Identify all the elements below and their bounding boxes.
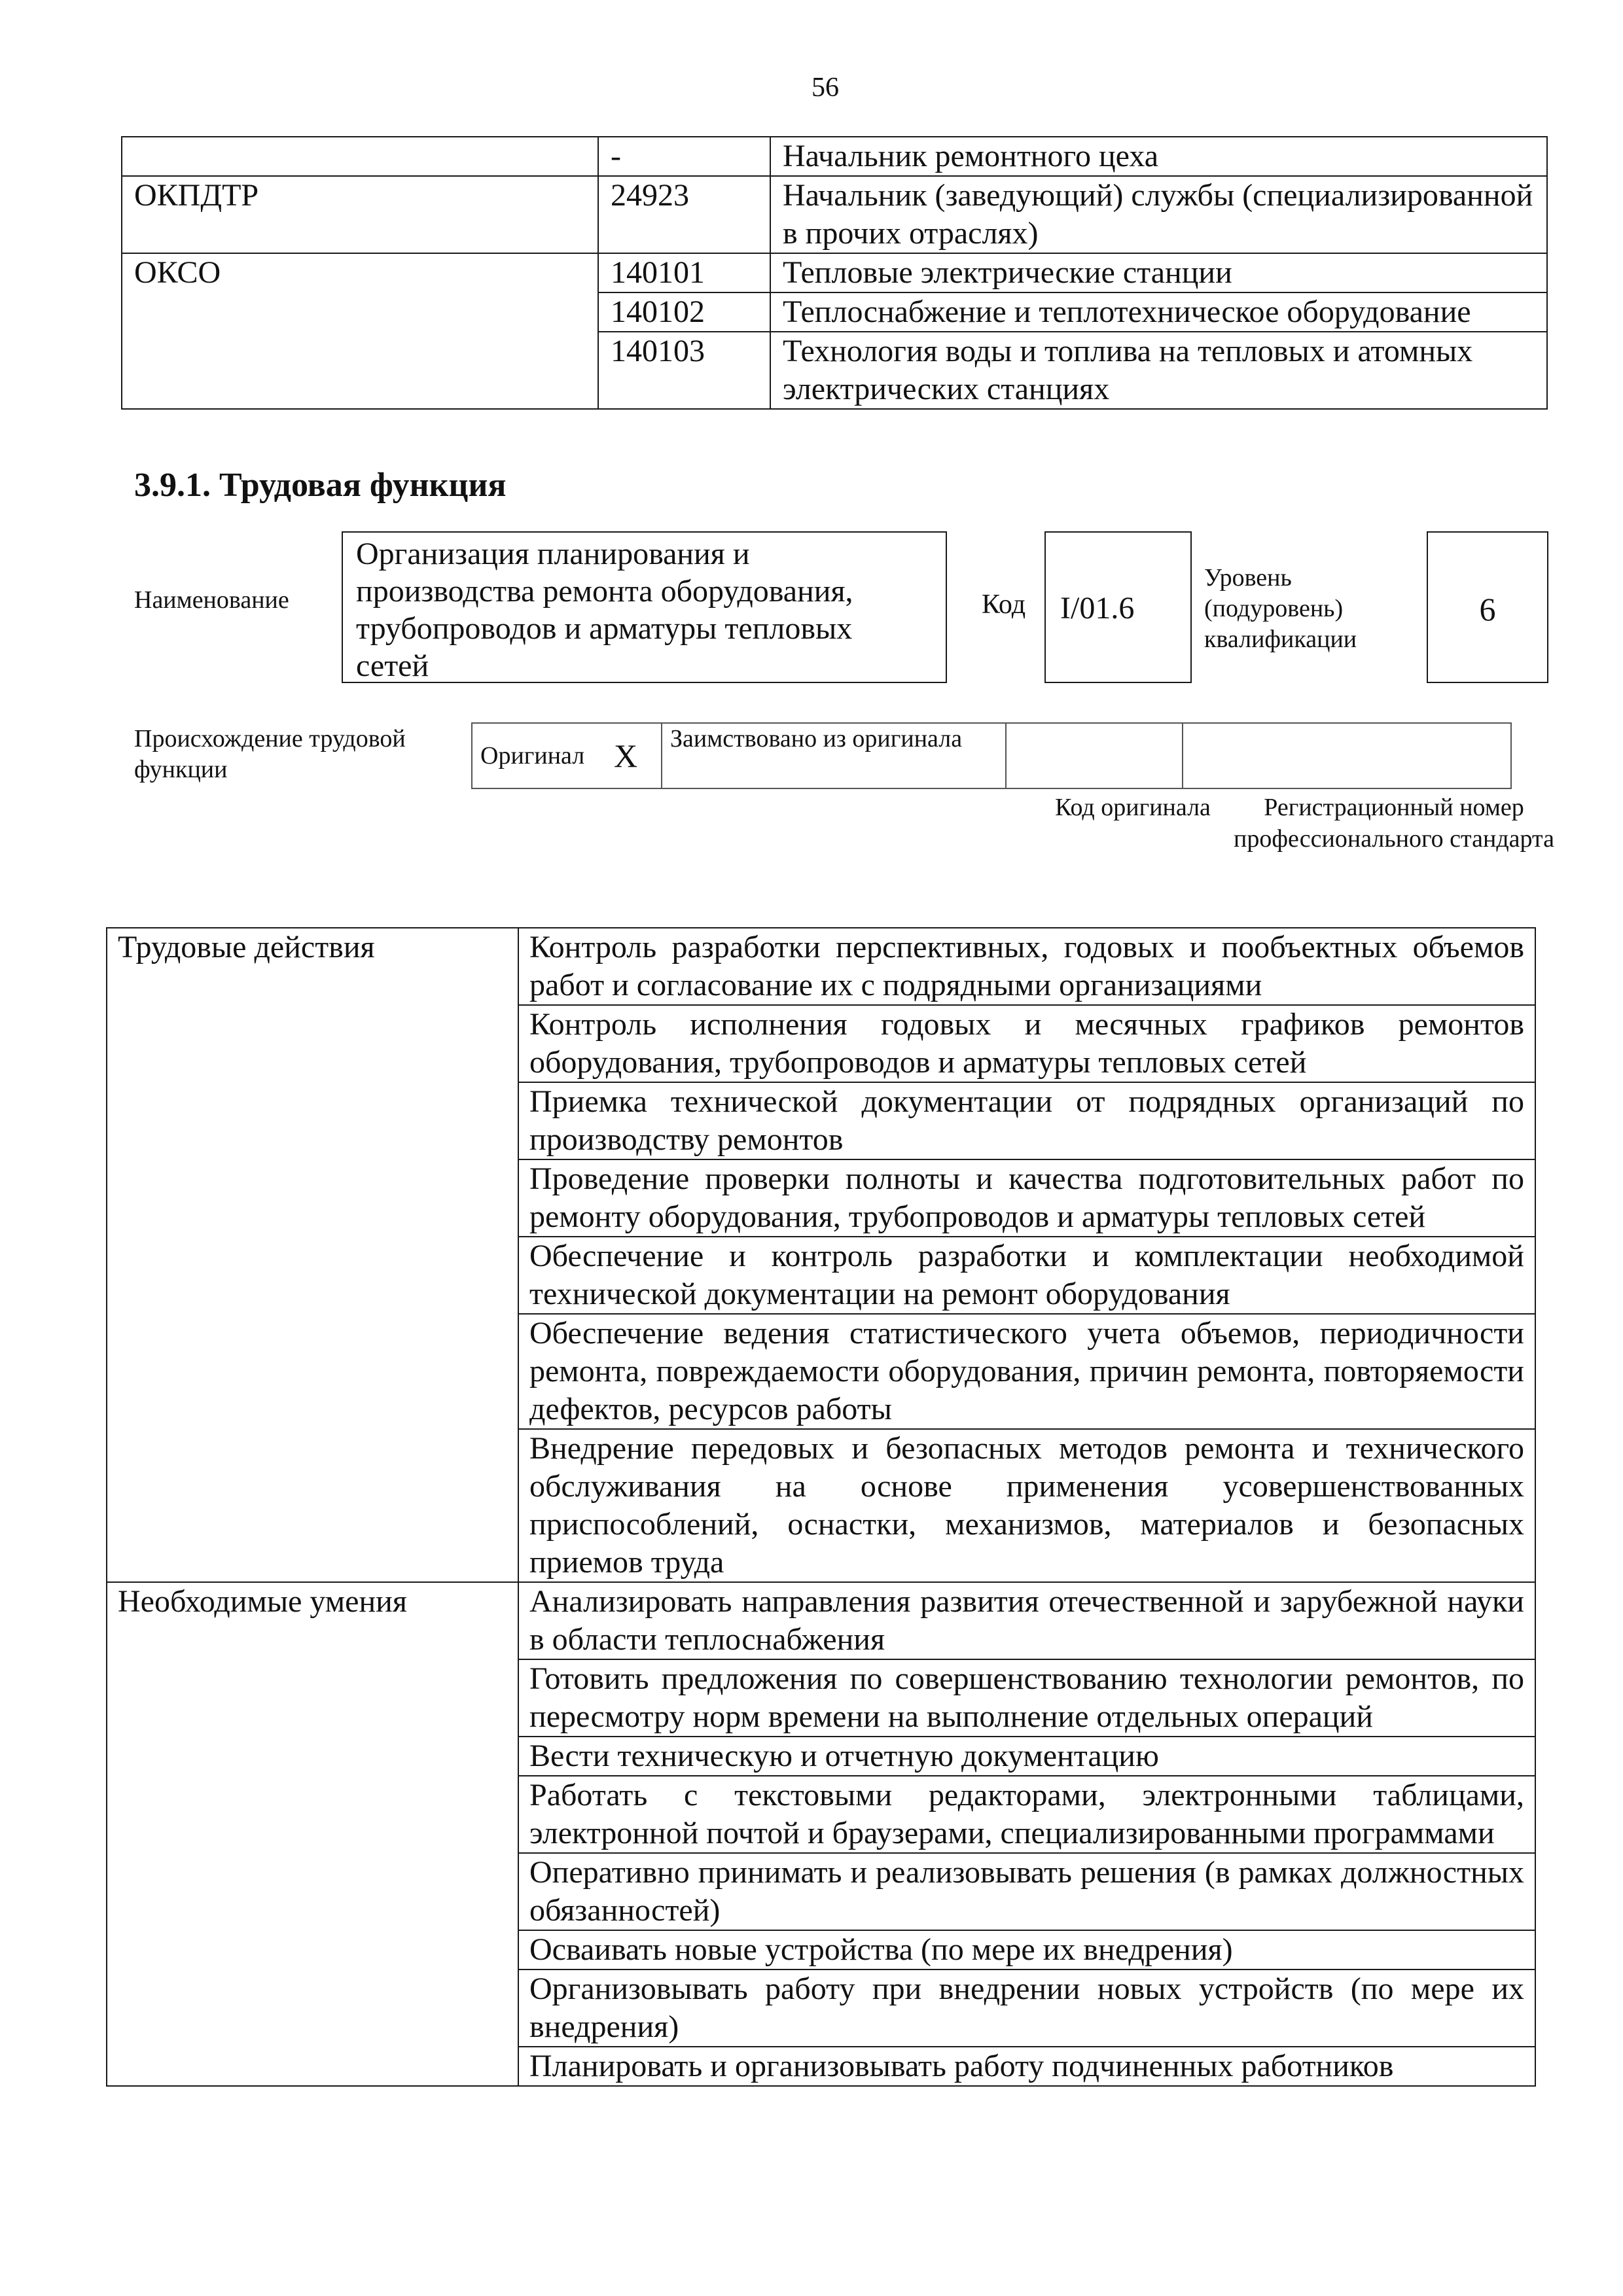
- reg-number-cell: [1183, 723, 1511, 788]
- function-name-box: Организация планирования и производства ремонта оборудования, трубопроводов и арматуры тепловых сетей: [342, 531, 947, 683]
- table-row: [472, 723, 1511, 788]
- function-code-box: I/01.6: [1044, 531, 1192, 683]
- table-row: [122, 137, 1547, 176]
- table-row: [122, 253, 1547, 292]
- labor-actions-label: Трудовые действия: [107, 928, 518, 1582]
- origin-table: [471, 722, 1512, 789]
- required-skill: Анализировать направления развития отечественной и зарубежной науки в области теплоснабжения: [518, 1582, 1535, 1659]
- classification-code: -: [598, 137, 770, 176]
- labor-action: Внедрение передовых и безопасных методов ремонта и технического обслуживания на основе применения усовершенствованных приспособлений, оснастки, механизмов, материалов и безопасных приемов труда: [518, 1429, 1535, 1582]
- table-row: [122, 332, 1547, 409]
- labor-action: Проведение проверки полноты и качества подготовительных работ по ремонту оборудования, трубопроводов и арматуры тепловых сетей: [518, 1159, 1535, 1237]
- qualification-level-label: Уровень (подуровень) квалификации: [1204, 564, 1357, 653]
- qualification-level-box: 6: [1427, 531, 1548, 683]
- classification-name: [122, 137, 598, 176]
- required-skill: Готовить предложения по совершенствованию технологии ремонтов, по пересмотру норм времени на выполнение отдельных операций: [518, 1659, 1535, 1737]
- section-heading: 3.9.1. Трудовая функция: [134, 467, 507, 504]
- table-row: [122, 292, 1547, 332]
- classification-title: Теплоснабжение и теплотехническое оборудование: [770, 292, 1547, 332]
- borrowed-label: Заимствовано из оригинала: [662, 723, 1006, 788]
- classification-code: 140103: [598, 332, 770, 409]
- original-code-cell: [1006, 723, 1183, 788]
- classification-title: Тепловые электрические станции: [770, 253, 1547, 292]
- classification-code: 140102: [598, 292, 770, 332]
- original-mark: X: [606, 723, 662, 788]
- table-row: [122, 176, 1547, 253]
- required-skill: Осваивать новые устройства (по мере их внедрения): [518, 1930, 1535, 1969]
- classification-code: 24923: [598, 176, 770, 253]
- classification-title: Начальник (заведующий) службы (специализированной в прочих отраслях): [770, 176, 1547, 253]
- reg-number-label: Регистрационный номер профессионального стандарта: [1234, 794, 1554, 853]
- labor-action: Контроль исполнения годовых и месячных графиков ремонтов оборудования, трубопроводов и арматуры тепловых сетей: [518, 1005, 1535, 1082]
- required-skill: Оперативно принимать и реализовывать решения (в рамках должностных обязанностей): [518, 1853, 1535, 1930]
- labor-functions-table: [106, 927, 1536, 2087]
- origin-label: Происхождение трудовой функции: [134, 725, 406, 783]
- required-skill: Вести техническую и отчетную документацию: [518, 1737, 1535, 1776]
- required-skill: Организовывать работу при внедрении новых устройств (по мере их внедрения): [518, 1969, 1535, 2047]
- required-skill: Планировать и организовывать работу подчиненных работников: [518, 2047, 1535, 2086]
- required-skills-label: Необходимые умения: [107, 1582, 518, 2086]
- labor-action: Контроль разработки перспективных, годовых и пообъектных объемов работ и согласование их с подрядными организациями: [518, 928, 1535, 1005]
- classification-name: ОКСО: [122, 253, 598, 292]
- required-skill: Работать с текстовыми редакторами, электронными таблицами, электронной почтой и браузерами, специализированными программами: [518, 1776, 1535, 1853]
- labor-action: Обеспечение ведения статистического учета объемов, периодичности ремонта, повреждаемости оборудования, причин ремонта, повторяемости дефектов, ресурсов работы: [518, 1314, 1535, 1429]
- labor-action: Приемка технической документации от подрядных организаций по производству ремонтов: [518, 1082, 1535, 1159]
- original-label: Оригинал: [472, 723, 606, 788]
- table-row: [107, 928, 1535, 1005]
- labor-action: Обеспечение и контроль разработки и комплектации необходимой технической документации на ремонт оборудования: [518, 1237, 1535, 1314]
- name-label: Наименование: [134, 586, 289, 614]
- table-row: [107, 1582, 1535, 1659]
- page-number: 56: [812, 73, 839, 103]
- classification-title: Начальник ремонтного цеха: [770, 137, 1547, 176]
- classification-name: ОКПДТР: [122, 176, 598, 253]
- classification-title: Технология воды и топлива на тепловых и атомных электрических станциях: [770, 332, 1547, 409]
- classification-code: 140101: [598, 253, 770, 292]
- classification-name: [122, 292, 598, 332]
- code-label: Код: [982, 590, 1026, 620]
- classification-name: [122, 332, 598, 409]
- classification-table: [121, 136, 1548, 410]
- code-original-label: Код оригинала: [1055, 794, 1211, 821]
